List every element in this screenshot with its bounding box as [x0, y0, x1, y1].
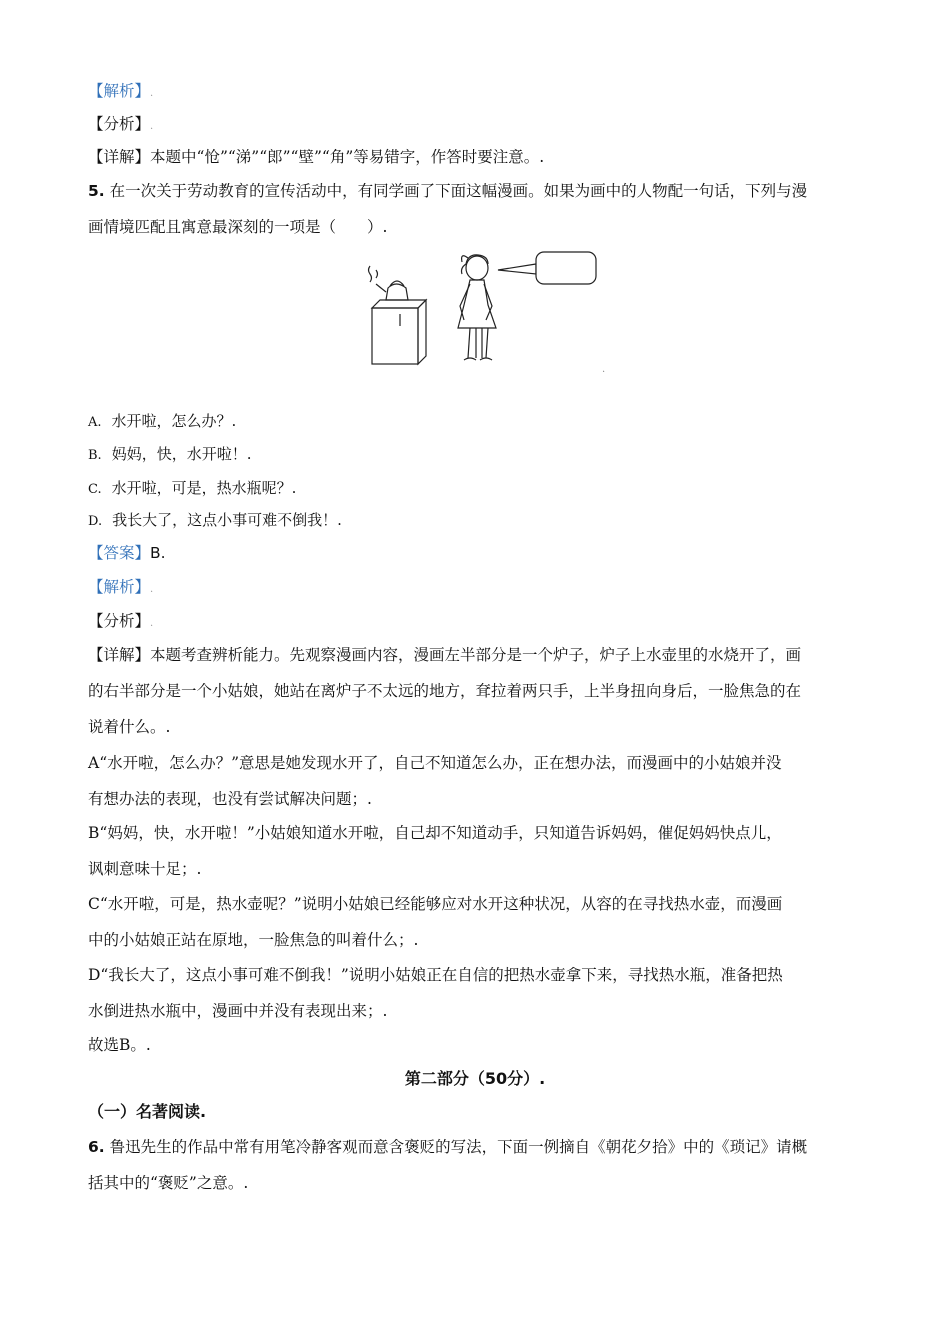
q5-number: 5.: [88, 182, 105, 200]
conclusion: 故选B。.: [88, 1036, 151, 1054]
fenxi-line: 【分析】.: [88, 115, 154, 133]
girl-head: [466, 256, 488, 280]
q5-stem-line1: [88, 180, 862, 202]
q6-stem-line2: 括其中的“褒贬”之意。.: [88, 1174, 249, 1192]
answer-tag: 【答案】: [88, 544, 151, 562]
analysis-a-line1: A“水开啦，怎么办？”意思是她发现水开了，自己不知道怎么办，正在想办法，而漫画中的小姑娘并没: [88, 754, 782, 772]
analysis-b-line2: 讽刺意味十足；.: [88, 860, 202, 878]
q5-xiangjie-line3: 说着什么。.: [88, 718, 171, 736]
option-a[interactable]: [88, 410, 236, 434]
option-b-letter: B.: [88, 448, 102, 463]
speech-bubble: [536, 252, 596, 284]
xiangjie-text: 本题中“怆”“涕”“郎”“壁”“角”等易错字，作答时要注意。.: [150, 148, 545, 166]
option-d-letter: D.: [88, 514, 103, 529]
analysis-c-line2: 中的小姑娘正站在原地，一脸焦急的叫着什么；.: [88, 931, 419, 949]
jiexi-line: 【解析】.: [88, 82, 154, 100]
q5-stem-line2: [88, 216, 862, 238]
xiangjie-line: [88, 146, 862, 168]
q5-jiexi-line: 【解析】.: [88, 578, 154, 596]
option-a-letter: A.: [88, 415, 102, 430]
kettle-icon: [386, 284, 408, 300]
answer-value: B.: [150, 544, 166, 562]
option-c-text: 水开啦，可是，热水瓶呢？.: [111, 479, 297, 497]
stove-side: [418, 300, 426, 364]
q6-stem-line1: 6. 鲁迅先生的作品中常有用笔冷静客观而意含褒贬的写法，下面一例摘自《朝花夕拾》中的《琐记》请概: [88, 1138, 808, 1156]
figure-dot: .: [602, 364, 606, 375]
option-b-text: 妈妈，快，水开啦！.: [111, 445, 252, 463]
q6-number: 6.: [88, 1138, 105, 1156]
q5-fenxi-line: 【分析】.: [88, 612, 154, 630]
option-c[interactable]: [88, 477, 296, 501]
option-a-text: 水开啦，怎么办？.: [111, 412, 237, 430]
q5-xiangjie-tag: 【详解】: [88, 646, 151, 664]
fenxi-tag: 【分析】: [88, 115, 151, 133]
answer-line: [88, 542, 862, 564]
option-b[interactable]: [88, 443, 251, 467]
section-1-heading: （一）名著阅读.: [88, 1102, 207, 1121]
q5-fenxi-tag: 【分析】: [88, 612, 151, 630]
option-d[interactable]: [88, 509, 342, 533]
cartoon-illustration: [360, 250, 610, 375]
stove-cabinet: [372, 308, 418, 364]
q5-xiangjie-line1: 【详解】本题考查辨析能力。先观察漫画内容，漫画左半部分是一个炉子，炉子上水壶里的水烧开了，画: [88, 646, 802, 664]
q5-stem-text1: 在一次关于劳动教育的宣传活动中，有同学画了下面这幅漫画。如果为画中的人物配一句话，下列与漫: [109, 182, 808, 200]
analysis-d-line2: 水倒进热水瓶中，漫画中并没有表现出来；.: [88, 1002, 388, 1020]
analysis-a-line2: 有想办法的表现，也没有尝试解决问题；.: [88, 790, 372, 808]
xiangjie-tag: 【详解】: [88, 148, 151, 166]
girl-dress: [458, 280, 496, 328]
jiexi-tag: 【解析】: [88, 82, 151, 100]
stove-top: [372, 300, 426, 308]
q5-xiangjie-line2: 的右半部分是一个小姑娘，她站在离炉子不太远的地方，耷拉着两只手，上半身扭向身后，一脸焦急的在: [88, 682, 802, 700]
part2-title: 第二部分（50分）.: [404, 1069, 546, 1088]
q5-stem-text2: 画情境匹配且寓意最深刻的一项是（ ）.: [88, 218, 388, 236]
analysis-c-line1: C“水开啦，可是，热水壶呢？”说明小姑娘已经能够应对水开这种状况，从容的在寻找热水壶，而漫画: [88, 895, 783, 913]
option-c-letter: C.: [88, 482, 102, 497]
analysis-b-line1: B“妈妈，快，水开啦！”小姑娘知道水开啦，自己却不知道动手，只知道告诉妈妈，催促妈妈快点儿，: [88, 824, 782, 842]
analysis-d-line1: D“我长大了，这点小事可难不倒我！”说明小姑娘正在自信的把热水壶拿下来，寻找热水瓶，准备把热: [88, 966, 783, 984]
option-d-text: 我长大了，这点小事可难不倒我！.: [112, 511, 342, 529]
q5-jiexi-tag: 【解析】: [88, 578, 151, 596]
